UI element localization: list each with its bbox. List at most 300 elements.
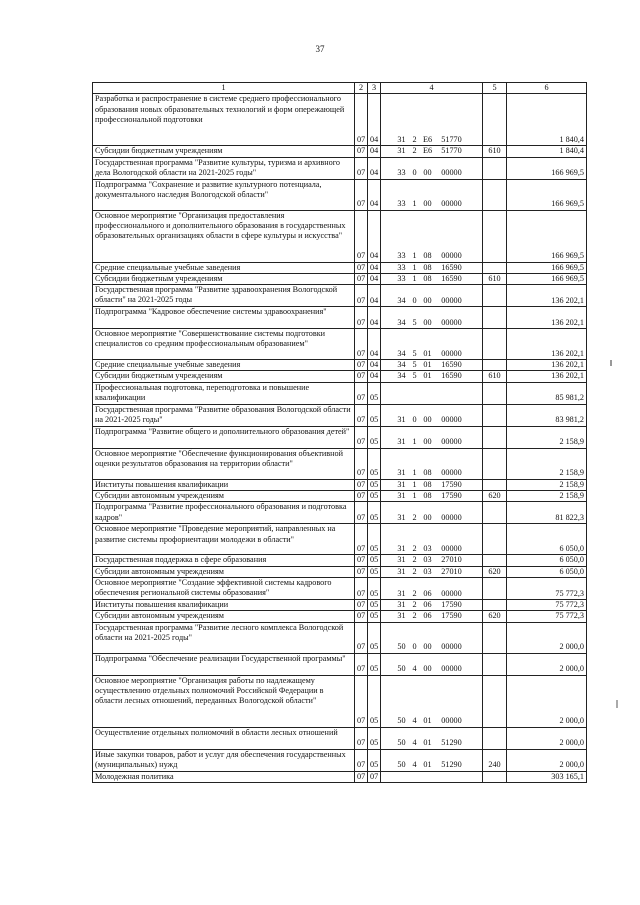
table-row (93, 94, 587, 146)
target-code-program: 33 (397, 273, 406, 283)
target-code-subprogram: 0 (412, 415, 417, 425)
target-code-subprogram: 5 (412, 317, 417, 327)
row-subsection: 04 (368, 360, 381, 371)
row-subsection: 07 (368, 771, 381, 782)
row-name: Государственная программа "Развитие здравоохранения Вологодской области" на 2021-2025 годы (93, 285, 355, 307)
row-target-code (381, 157, 483, 179)
target-code-program: 50 (397, 760, 406, 770)
row-amount: 2 000,0 (507, 622, 587, 653)
table-row (93, 285, 587, 307)
target-code-direction: 16590 (441, 273, 462, 283)
table-row (93, 448, 587, 479)
target-code-parts (395, 600, 469, 610)
row-target-code (381, 371, 483, 382)
row-target-code (381, 675, 483, 727)
row-name: Подпрограмма "Кадровое обеспечение системы здравоохранения" (93, 307, 355, 329)
target-code-direction: 00000 (441, 251, 462, 261)
row-expense-type (483, 307, 507, 329)
table-row (93, 491, 587, 502)
row-section: 07 (355, 404, 368, 426)
target-code-parts (395, 513, 469, 523)
target-code-subprogram: 1 (412, 491, 417, 501)
row-subsection: 05 (368, 555, 381, 566)
row-name: Субсидии бюджетным учреждениям (93, 146, 355, 157)
row-target-code (381, 727, 483, 749)
table-row (93, 360, 587, 371)
target-code-subprogram: 2 (412, 135, 417, 144)
table-row (93, 307, 587, 329)
target-code-event: 00 (423, 513, 432, 523)
target-code-subprogram: 0 (412, 295, 417, 305)
row-expense-type (483, 94, 507, 146)
row-expense-type (483, 577, 507, 599)
row-subsection: 04 (368, 210, 381, 262)
target-code-parts (395, 738, 469, 748)
row-name: Профессиональная подготовка, переподготовка и повышение квалификации (93, 382, 355, 404)
target-code-subprogram: 4 (412, 664, 417, 674)
target-code-parts (395, 716, 469, 726)
row-target-code (381, 555, 483, 566)
row-target-code (381, 771, 483, 782)
row-name: Институты повышения квалификации (93, 479, 355, 490)
target-code-direction: 00000 (441, 642, 462, 652)
target-code-program: 31 (397, 611, 406, 621)
target-code-direction: 16590 (441, 360, 462, 370)
target-code-direction: 00000 (441, 348, 462, 358)
row-amount: 75 772,3 (507, 599, 587, 610)
row-expense-type (483, 404, 507, 426)
row-name: Государственная программа "Развитие культуры, туризма и архивного дела Вологодской области на 2021-2025 годы" (93, 157, 355, 179)
row-section: 07 (355, 448, 368, 479)
target-code-parts (395, 544, 469, 554)
row-amount: 1 840,4 (507, 94, 587, 146)
table-row (93, 146, 587, 157)
row-target-code (381, 307, 483, 329)
target-code-direction: 00000 (441, 468, 462, 478)
row-target-code (381, 179, 483, 210)
table-row (93, 749, 587, 771)
row-name: Подпрограмма "Развитие профессионального образования и подготовка кадров" (93, 502, 355, 524)
target-code-event: 03 (423, 555, 432, 565)
row-expense-type (483, 426, 507, 448)
row-section: 07 (355, 611, 368, 622)
row-expense-type (483, 675, 507, 727)
target-code-parts (395, 263, 469, 273)
row-section: 07 (355, 491, 368, 502)
target-code-event: 00 (423, 664, 432, 674)
row-expense-type (483, 502, 507, 524)
row-amount: 136 202,1 (507, 360, 587, 371)
target-code-parts (395, 296, 469, 306)
row-expense-type (483, 555, 507, 566)
target-code-program: 33 (397, 262, 406, 272)
table-row (93, 577, 587, 599)
row-amount: 75 772,3 (507, 577, 587, 599)
target-code-event: 08 (423, 468, 432, 478)
row-expense-type: 620 (483, 491, 507, 502)
target-code-subprogram: 1 (412, 437, 417, 447)
row-name: Основное мероприятие "Создание эффективной системы кадрового обеспечения региональной системы образования" (93, 577, 355, 599)
row-target-code (381, 502, 483, 524)
table-row (93, 611, 587, 622)
target-code-program: 34 (397, 295, 406, 305)
target-code-subprogram: 1 (412, 479, 417, 489)
row-expense-type (483, 285, 507, 307)
row-section: 07 (355, 566, 368, 577)
target-code-parts (395, 468, 469, 478)
row-subsection: 05 (368, 426, 381, 448)
row-target-code (381, 749, 483, 771)
target-code-direction: 00000 (441, 199, 462, 209)
row-amount: 136 202,1 (507, 285, 587, 307)
row-section: 07 (355, 502, 368, 524)
row-amount: 2 000,0 (507, 675, 587, 727)
target-code-parts (395, 146, 469, 156)
table-row (93, 329, 587, 360)
row-subsection: 04 (368, 146, 381, 157)
target-code-direction: 17590 (441, 611, 462, 621)
target-code-event: 08 (423, 251, 432, 261)
row-subsection: 05 (368, 611, 381, 622)
target-code-parts (395, 168, 469, 178)
target-code-direction: 00000 (441, 415, 462, 425)
target-code-event: 00 (423, 642, 432, 652)
row-subsection: 04 (368, 157, 381, 179)
row-expense-type (483, 329, 507, 360)
row-amount: 6 050,0 (507, 524, 587, 555)
row-target-code (381, 273, 483, 284)
target-code-program: 33 (397, 251, 406, 261)
row-section: 07 (355, 273, 368, 284)
target-code-subprogram: 5 (412, 371, 417, 381)
row-expense-type (483, 771, 507, 782)
table-row (93, 599, 587, 610)
table-row (93, 622, 587, 653)
budget-table (92, 82, 587, 783)
row-expense-type: 620 (483, 611, 507, 622)
target-code-parts (395, 760, 469, 770)
row-subsection: 05 (368, 675, 381, 727)
target-code-event: 06 (423, 588, 432, 598)
table-row (93, 404, 587, 426)
row-amount: 6 050,0 (507, 555, 587, 566)
row-amount: 81 822,3 (507, 502, 587, 524)
row-subsection: 04 (368, 179, 381, 210)
row-expense-type (483, 727, 507, 749)
target-code-parts (395, 480, 469, 490)
row-subsection: 05 (368, 653, 381, 675)
row-section: 07 (355, 426, 368, 448)
row-amount: 6 050,0 (507, 566, 587, 577)
row-name: Основное мероприятие "Организация работы по надлежащему осуществлению отдельных полномочий Российской Федерации в области лесных отношений, переданных Вологодской области" (93, 675, 355, 727)
target-code-program: 34 (397, 348, 406, 358)
row-expense-type: 610 (483, 146, 507, 157)
table-row (93, 675, 587, 727)
row-name: Молодежная политика (93, 771, 355, 782)
row-subsection: 04 (368, 371, 381, 382)
row-section: 07 (355, 675, 368, 727)
row-expense-type: 240 (483, 749, 507, 771)
row-section: 07 (355, 727, 368, 749)
target-code-event: 08 (423, 479, 432, 489)
row-section: 07 (355, 622, 368, 653)
target-code-parts (395, 611, 469, 621)
row-amount: 2 000,0 (507, 653, 587, 675)
target-code-event: Е6 (422, 146, 433, 156)
target-code-parts (395, 415, 469, 425)
target-code-event: 01 (423, 371, 432, 381)
row-subsection: 05 (368, 577, 381, 599)
row-subsection: 05 (368, 749, 381, 771)
target-code-event: 00 (423, 437, 432, 447)
target-code-parts (395, 491, 469, 501)
target-code-event: 01 (423, 716, 432, 726)
target-code-parts (395, 437, 469, 447)
target-code-direction: 51290 (441, 738, 462, 748)
row-amount: 2 158,9 (507, 426, 587, 448)
target-code-program: 50 (397, 642, 406, 652)
row-expense-type (483, 262, 507, 273)
target-code-program: 34 (397, 360, 406, 370)
target-code-event: 00 (423, 168, 432, 178)
target-code-parts (395, 772, 469, 782)
target-code-subprogram: 0 (412, 642, 417, 652)
target-code-program: 31 (397, 135, 406, 144)
row-subsection: 04 (368, 307, 381, 329)
row-target-code (381, 404, 483, 426)
row-name: Основное мероприятие "Организация предоставления профессионального и дополнительного образования в государственных образовательных организациях области в сфере культуры и искусства" (93, 210, 355, 262)
target-code-program: 31 (397, 544, 406, 554)
row-section: 07 (355, 524, 368, 555)
target-code-parts (395, 567, 469, 577)
target-code-direction: 17590 (441, 599, 462, 609)
target-code-program: 50 (397, 738, 406, 748)
row-section: 07 (355, 382, 368, 404)
table-row (93, 382, 587, 404)
target-code-program: 31 (397, 599, 406, 609)
target-code-event: 00 (423, 199, 432, 209)
target-code-subprogram: 2 (412, 599, 417, 609)
target-code-program: 31 (397, 146, 406, 156)
row-amount: 2 000,0 (507, 727, 587, 749)
row-target-code (381, 653, 483, 675)
target-code-subprogram: 2 (412, 611, 417, 621)
header-col-target-code: 4 (381, 83, 483, 94)
target-code-direction: 00000 (441, 716, 462, 726)
target-code-direction: 00000 (441, 588, 462, 598)
table-row (93, 426, 587, 448)
row-name: Средние специальные учебные заведения (93, 262, 355, 273)
row-subsection: 05 (368, 479, 381, 490)
budget-table-body (93, 83, 587, 783)
row-subsection: 05 (368, 524, 381, 555)
row-section: 07 (355, 307, 368, 329)
table-row (93, 262, 587, 273)
target-code-direction: 51770 (441, 135, 462, 144)
row-name: Подпрограмма "Развитие общего и дополнительного образования детей" (93, 426, 355, 448)
row-expense-type (483, 599, 507, 610)
row-target-code (381, 329, 483, 360)
target-code-program: 31 (397, 555, 406, 565)
target-code-direction: 27010 (441, 555, 462, 565)
target-code-event: 08 (423, 262, 432, 272)
row-subsection: 05 (368, 382, 381, 404)
row-expense-type (483, 448, 507, 479)
table-row (93, 566, 587, 577)
target-code-event: Е6 (422, 135, 433, 144)
table-row (93, 555, 587, 566)
target-code-subprogram: 5 (412, 360, 417, 370)
row-section: 07 (355, 94, 368, 146)
row-subsection: 05 (368, 502, 381, 524)
target-code-subprogram: 1 (412, 262, 417, 272)
table-row (93, 179, 587, 210)
target-code-subprogram: 1 (412, 199, 417, 209)
row-target-code (381, 566, 483, 577)
row-name: Иные закупки товаров, работ и услуг для обеспечения государственных (муниципальных) нужд (93, 749, 355, 771)
row-subsection: 05 (368, 622, 381, 653)
target-code-parts (395, 555, 469, 565)
target-code-event: 00 (423, 295, 432, 305)
target-code-program: 34 (397, 317, 406, 327)
row-amount: 83 981,2 (507, 404, 587, 426)
row-expense-type (483, 622, 507, 653)
row-expense-type (483, 157, 507, 179)
target-code-direction: 51770 (441, 146, 462, 156)
page-number: 37 (315, 44, 325, 54)
table-row (93, 371, 587, 382)
table-row (93, 210, 587, 262)
header-col-section: 2 (355, 83, 368, 94)
row-expense-type (483, 360, 507, 371)
row-expense-type (483, 179, 507, 210)
target-code-subprogram: 2 (412, 566, 417, 576)
row-name: Государственная программа "Развитие лесного комплекса Вологодской области на 2021-2025 годы" (93, 622, 355, 653)
target-code-event: 01 (423, 348, 432, 358)
target-code-parts (395, 642, 469, 652)
row-section: 07 (355, 262, 368, 273)
row-section: 07 (355, 179, 368, 210)
target-code-program: 31 (397, 437, 406, 447)
row-name: Субсидии автономным учреждениям (93, 566, 355, 577)
row-section: 07 (355, 371, 368, 382)
row-subsection: 04 (368, 273, 381, 284)
row-name: Субсидии автономным учреждениям (93, 611, 355, 622)
target-code-event: 00 (423, 317, 432, 327)
row-name: Подпрограмма "Сохранение и развитие культурного потенциала, документального наследия Вологодской области" (93, 179, 355, 210)
target-code-program: 31 (397, 415, 406, 425)
row-section: 07 (355, 285, 368, 307)
row-target-code (381, 285, 483, 307)
row-amount: 2 158,9 (507, 448, 587, 479)
row-amount: 1 840,4 (507, 146, 587, 157)
header-col-name: 1 (93, 83, 355, 94)
target-code-subprogram: 2 (412, 588, 417, 598)
row-name: Средние специальные учебные заведения (93, 360, 355, 371)
row-amount: 166 969,5 (507, 157, 587, 179)
row-section: 07 (355, 146, 368, 157)
target-code-program: 31 (397, 513, 406, 523)
header-row (93, 83, 587, 94)
target-code-subprogram: 1 (412, 273, 417, 283)
target-code-parts (395, 360, 469, 370)
target-code-subprogram: 4 (412, 716, 417, 726)
row-section: 07 (355, 329, 368, 360)
target-code-parts (395, 393, 469, 403)
row-subsection: 04 (368, 94, 381, 146)
target-code-event: 06 (423, 611, 432, 621)
target-code-direction: 00000 (441, 168, 462, 178)
target-code-program: 33 (397, 168, 406, 178)
table-row (93, 653, 587, 675)
target-code-parts (395, 251, 469, 261)
row-section: 07 (355, 771, 368, 782)
row-target-code (381, 448, 483, 479)
target-code-direction: 16590 (441, 262, 462, 272)
row-section: 07 (355, 555, 368, 566)
row-subsection: 04 (368, 285, 381, 307)
table-row (93, 727, 587, 749)
header-col-amount: 6 (507, 83, 587, 94)
row-name: Разработка и распространение в системе среднего профессионального образования новых образовательных технологий и форм опережающей профессиональной подготовки (93, 94, 355, 146)
row-expense-type (483, 382, 507, 404)
row-expense-type (483, 653, 507, 675)
target-code-program: 31 (397, 566, 406, 576)
row-name: Субсидии бюджетным учреждениям (93, 273, 355, 284)
target-code-subprogram: 1 (412, 468, 417, 478)
row-target-code (381, 382, 483, 404)
row-name: Субсидии автономным учреждениям (93, 491, 355, 502)
row-amount: 166 969,5 (507, 262, 587, 273)
target-code-direction: 00000 (441, 513, 462, 523)
row-name: Основное мероприятие "Проведение мероприятий, направленных на развитие системы профориентации молодежи в области" (93, 524, 355, 555)
row-target-code (381, 210, 483, 262)
target-code-program: 33 (397, 199, 406, 209)
target-code-parts (395, 371, 469, 381)
row-amount: 85 981,2 (507, 382, 587, 404)
target-code-direction: 27010 (441, 566, 462, 576)
target-code-parts (395, 199, 469, 209)
target-code-parts (395, 135, 469, 145)
target-code-parts (395, 664, 469, 674)
row-amount: 166 969,5 (507, 273, 587, 284)
table-row (93, 524, 587, 555)
row-expense-type: 620 (483, 566, 507, 577)
target-code-parts (395, 589, 469, 599)
row-subsection: 05 (368, 599, 381, 610)
row-expense-type: 610 (483, 273, 507, 284)
row-amount: 303 165,1 (507, 771, 587, 782)
row-target-code (381, 524, 483, 555)
row-name: Подпрограмма "Обеспечение реализации Государственной программы" (93, 653, 355, 675)
target-code-subprogram: 4 (412, 760, 417, 770)
row-subsection: 04 (368, 262, 381, 273)
target-code-event: 01 (423, 738, 432, 748)
target-code-subprogram: 2 (412, 544, 417, 554)
row-target-code (381, 491, 483, 502)
row-target-code (381, 479, 483, 490)
row-target-code (381, 426, 483, 448)
table-row (93, 273, 587, 284)
row-amount: 2 158,9 (507, 491, 587, 502)
target-code-parts (395, 274, 469, 284)
row-subsection: 05 (368, 404, 381, 426)
row-name: Основное мероприятие "Совершенствование системы подготовки специалистов со средним профессиональным образованием" (93, 329, 355, 360)
row-section: 07 (355, 749, 368, 771)
row-target-code (381, 360, 483, 371)
row-amount: 166 969,5 (507, 210, 587, 262)
row-section: 07 (355, 360, 368, 371)
